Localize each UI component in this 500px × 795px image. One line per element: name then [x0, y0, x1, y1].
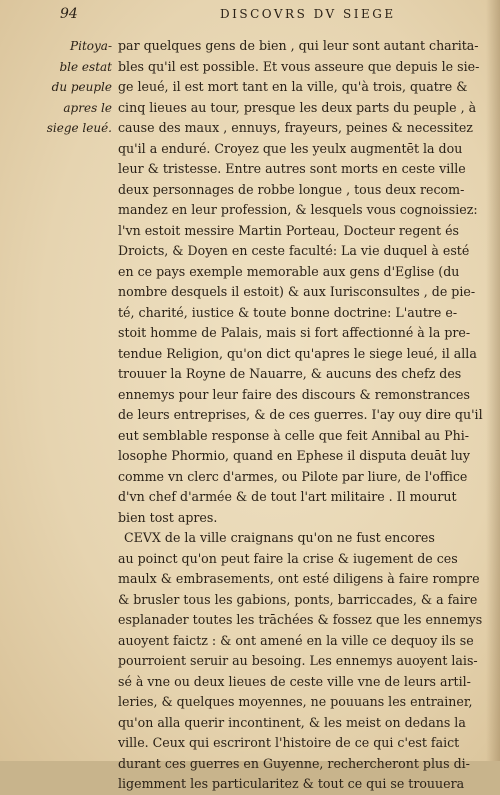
text-line: qu'il a enduré. Croyez que les yeulx augmentēt la dou: [118, 140, 463, 156]
text-line: trouuer la Royne de Nauarre, & aucuns des chefz des: [118, 366, 462, 381]
text-line: sé à vne ou deux lieues de ceste ville vne de leurs artil-: [118, 673, 471, 689]
text-line: au poinct qu'on peut faire la crise & iugement de ces: [118, 550, 458, 566]
body-text: [118, 36, 490, 795]
text-line: d'vn chef d'armée & de tout l'art militaire . Il mourut: [118, 489, 457, 504]
text-line: qu'on alla querir incontinent, & les meist on dedans la: [118, 714, 466, 730]
text-line: comme vn clerc d'armes, ou Pilote par liure, de l'office: [118, 468, 468, 484]
text-line: par quelques gens de bien , qui leur sont autant charita-: [118, 38, 479, 53]
running-head: DISCOVRS DV SIEGE: [220, 7, 396, 21]
text-line: maulx & embrasements, ont esté diligens à faire rompre: [118, 571, 480, 586]
text-line: Droicts, & Doyen en ceste faculté: La vie duquel à esté: [118, 243, 470, 258]
page-edge-shadow: [486, 0, 500, 761]
text-line: cause des maux , ennuys, frayeurs, peines & necessitez: [118, 120, 473, 135]
text-line: mandez en leur profession, & lesquels vous cognoissiez:: [118, 202, 478, 217]
margin-note-line: apres le: [63, 100, 112, 115]
margin-notes: [46, 36, 112, 139]
text-line: CEVX de la ville craignans qu'on ne fust encores: [124, 530, 435, 545]
text-line: ennemys pour leur faire des discours & remonstrances: [118, 386, 470, 402]
text-line: losophe Phormio, quand en Ephese il disputa deuāt luy: [118, 448, 470, 463]
text-line: leur & tristesse. Entre autres sont morts en ceste ville: [118, 161, 466, 176]
margin-note-line: Pitoya-: [70, 39, 112, 53]
text-line: tendue Religion, qu'on dict qu'apres le siege leué, il alla: [118, 345, 477, 361]
margin-note-line: siege leué.: [46, 121, 112, 135]
page-number: 94: [60, 6, 78, 22]
text-line: ligemment les particularitez & tout ce qui se trouuera: [118, 776, 465, 791]
text-line: esplanader toutes les trāchées & fossez que les ennemys: [118, 612, 483, 627]
text-line: ville. Ceux qui escriront l'histoire de ce qui c'est faict: [118, 735, 460, 750]
text-line: auoyent faictz : & ont amené en la ville ce dequoy ils se: [118, 632, 474, 648]
margin-note-line: du peuple: [51, 80, 112, 94]
text-line: de leurs entreprises, & de ces guerres. I'ay ouy dire qu'il: [118, 407, 483, 422]
text-line: bles qu'il est possible. Et vous asseure que depuis le sie-: [118, 58, 480, 74]
text-line: bien tost apres.: [118, 509, 218, 525]
text-line: nombre desquels il estoit) & aux Iurisconsultes , de pie-: [118, 284, 476, 299]
text-line: l'vn estoit messire Martin Porteau, Docteur regent és: [118, 222, 459, 238]
text-line: & brusler tous les gabions, ponts, barriccades, & a faire: [118, 591, 478, 607]
margin-note-line: ble estat: [59, 59, 112, 74]
text-line: deux personnages de robbe longue , tous deux recom-: [118, 181, 465, 197]
text-line: ge leué, il est mort tant en la ville, qu'à trois, quatre &: [118, 79, 468, 94]
text-line: en ce pays exemple memorable aux gens d'Eglise (du: [118, 263, 460, 279]
text-line: eut semblable response à celle que feit Annibal au Phi-: [118, 427, 470, 443]
text-line: pourroient seruir au besoing. Les ennemys auoyent lais-: [118, 653, 478, 668]
text-line: stoit homme de Palais, mais si fort affectionné à la pre-: [118, 325, 471, 340]
text-line: leries, & quelques moyennes, ne pouuans les entrainer,: [118, 694, 473, 709]
text-line: té, charité, iustice & toute bonne doctrine: L'autre e-: [118, 304, 458, 320]
text-line: cinq lieues au tour, presque les deux parts du peuple , à: [118, 99, 477, 115]
text-line: durant ces guerres en Guyenne, rechercheront plus di-: [118, 755, 470, 771]
